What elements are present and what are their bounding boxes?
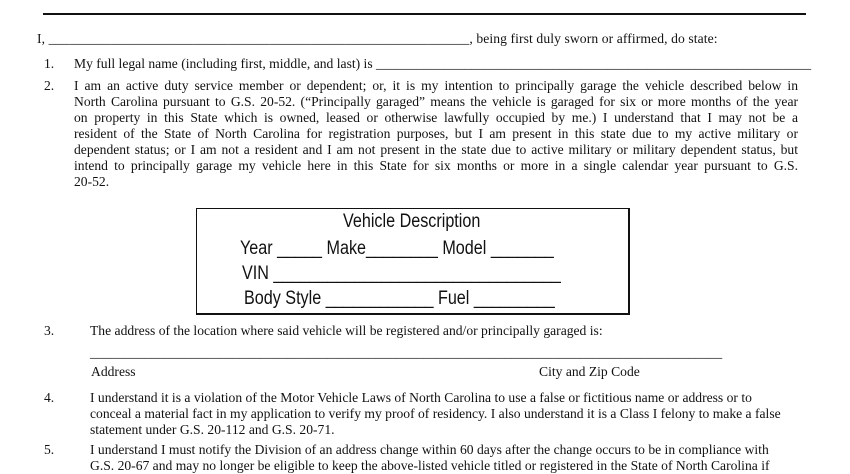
year-make-model-field[interactable]: Year _____ Make________ Model _______ — [240, 238, 554, 259]
paragraph-line: North Carolina pursuant to G.S. 20-52. (“Principally garaged” means the vehicle is garaged for six or more months of the year — [74, 94, 798, 109]
paragraph-line: I understand I must notify the Division of an address change within 60 days after the change occurs to be in compliance with — [90, 442, 769, 457]
box-border-right — [628, 208, 630, 315]
paragraph-line: conceal a material fact in my application to verify my proof of residency. I also understand it is a Class I felony to make a false — [90, 406, 781, 421]
box-border-left — [196, 208, 197, 315]
body-style-fuel-field[interactable]: Body Style ____________ Fuel _________ — [244, 288, 555, 309]
paragraph-line: on property in this State which is owned, leased or otherwise lawfully occupied by me.) I understand that I may not be a — [74, 110, 798, 125]
item-number: 5. — [44, 442, 55, 457]
item-number: 1. — [44, 56, 55, 71]
top-rule — [43, 13, 806, 15]
vehicle-description-box — [196, 208, 630, 315]
paragraph-line: dependent status; or I am not a resident and I am not present in the state due to active military or military dependent status, but — [74, 142, 798, 157]
intro-prefix: I, — [37, 31, 49, 46]
paragraph-line: statement under G.S. 20-112 and G.S. 20-71. — [90, 422, 335, 437]
intro-suffix: , being first duly sworn or affirmed, do state: — [469, 31, 718, 46]
item-number: 4. — [44, 390, 55, 405]
paragraph-line: I understand it is a violation of the Motor Vehicle Laws of North Carolina to use a false or fictitious name or address or to — [90, 390, 752, 405]
paragraph-line: intend to principally garage my vehicle here in this State for six months or more in a single calendar year pursuant to G.S. — [74, 158, 798, 173]
item-4-paragraph — [90, 390, 814, 438]
affiant-name-blank[interactable]: _____________________________________________________________ — [48, 31, 470, 46]
paragraph-line: G.S. 20-67 and may no longer be eligible to keep the above-listed vehicle titled or registered in the State of North Carolina if — [90, 458, 770, 473]
box-border-bottom — [196, 313, 630, 315]
item-5-paragraph — [90, 442, 830, 474]
item-number: 2. — [44, 78, 55, 93]
vehicle-description-title: Vehicle Description — [343, 211, 481, 232]
item-3-text: The address of the location where said vehicle will be registered and/or principally garaged is: — [90, 323, 603, 338]
paragraph-line: resident of the State of North Carolina for registration purposes, but I am present in this state due to my active military or — [74, 126, 798, 141]
box-border-top — [196, 208, 630, 209]
city-zip-label: City and Zip Code — [539, 364, 640, 379]
item-2-paragraph — [74, 78, 798, 190]
vin-field[interactable]: VIN ________________________________ — [242, 263, 561, 284]
address-blank-line[interactable]: _____________________________________________________________________________________________ — [90, 345, 723, 360]
item-number: 3. — [44, 323, 55, 338]
address-label: Address — [91, 364, 136, 379]
paragraph-line: 20-52. — [74, 174, 110, 189]
full-legal-name-field[interactable]: My full legal name (including first, middle, and last) is ________________________________________________________________ — [74, 56, 812, 71]
affiant-intro-line — [37, 31, 718, 47]
paragraph-line: I am an active duty service member or dependent; or, it is my intention to principally garage the vehicle described below in — [74, 78, 798, 93]
